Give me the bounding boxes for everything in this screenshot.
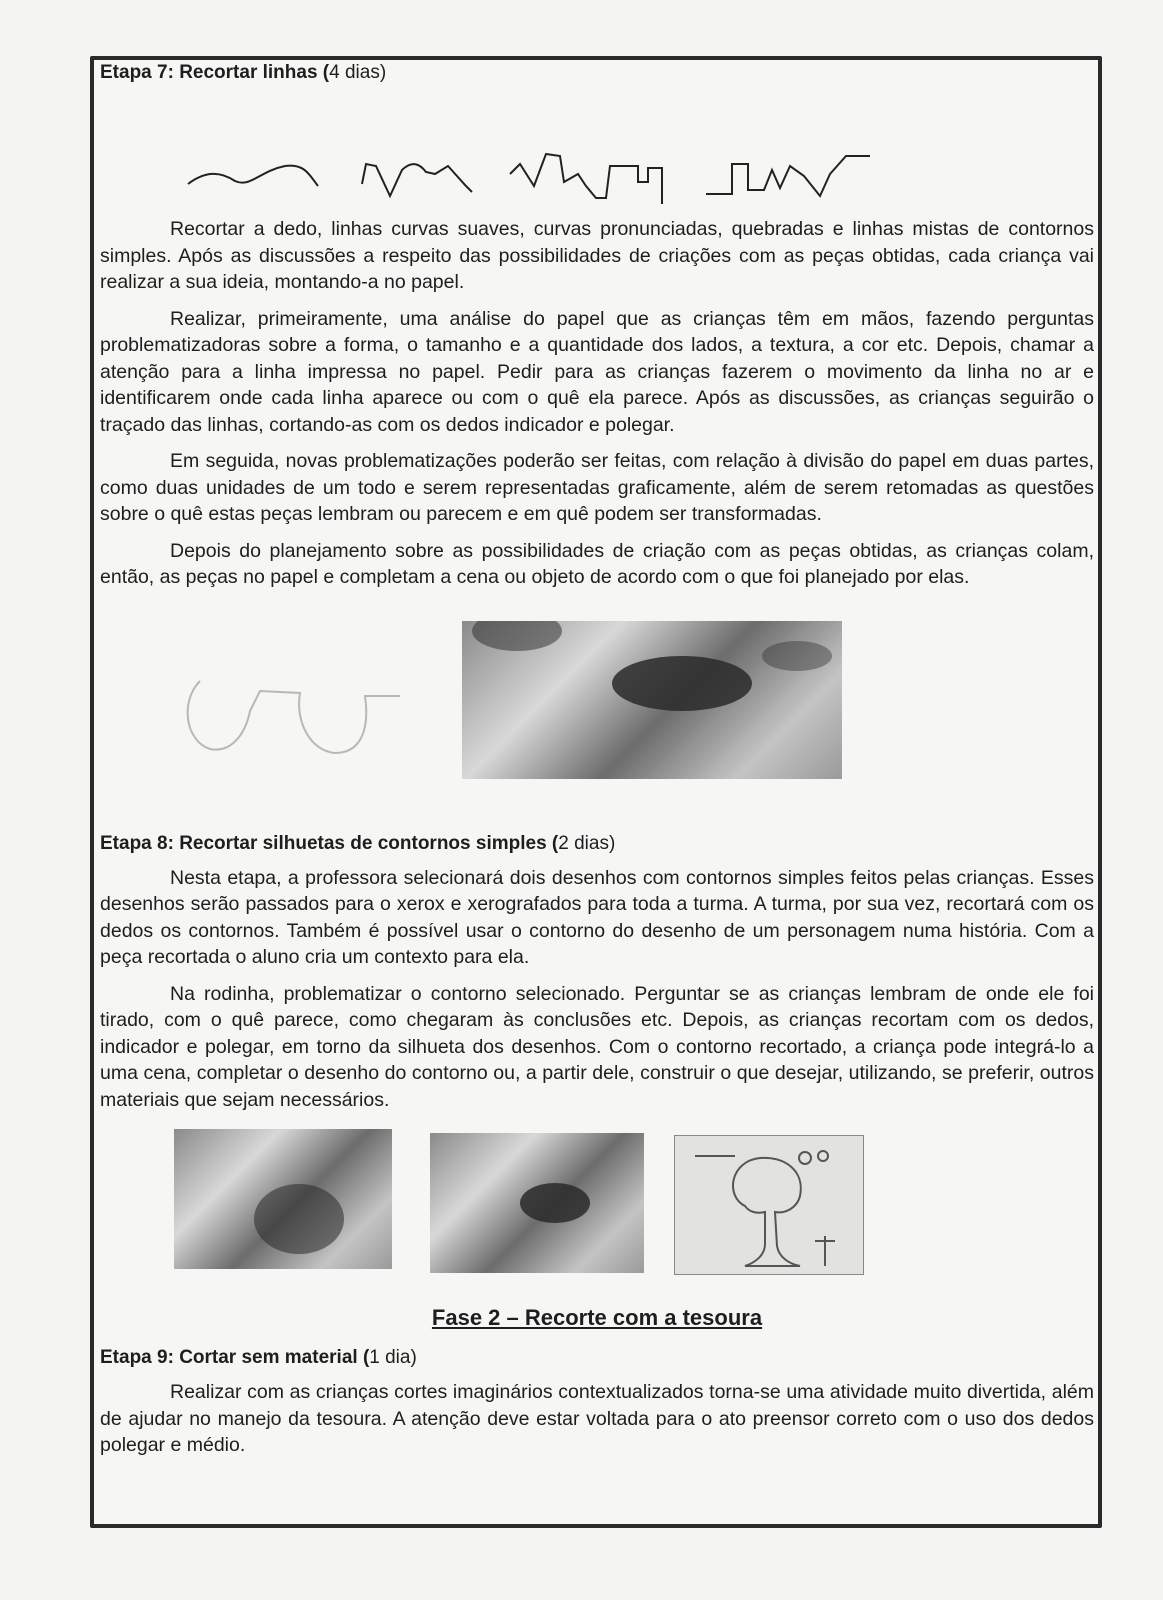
stage-8-title: Etapa 8: Recortar silhuetas de contornos simples ( <box>100 832 559 854</box>
document-body <box>100 60 1094 1469</box>
stage-9-heading <box>100 1345 1094 1371</box>
cutting-lines-svg <box>100 86 1094 216</box>
stage-7-paragraph-2: Realizar, primeiramente, uma análise do papel que as crianças têm em mãos, fazendo perguntas problematizadoras sobre a forma, o tamanho e a quantidade dos lados, a textura, a cor etc. Depois, chamar a atenção para a linha impressa no papel. Pedir para as crianças fazerem o movimento da linha no ar e identificarem onde cada linha aparece ou com o quê ela parece. Após as discussões, as crianças seguirão o traçado das linhas, cortando-as com os dedos indicador e polegar. <box>100 307 1094 436</box>
stage-9-title: Etapa 9: Cortar sem material ( <box>100 1347 370 1368</box>
stage-8-paragraph-1: Nesta etapa, a professora selecionará dois desenhos com contornos simples feitos pelas crianças. Esses desenhos serão passados para o xerox e xerografados para toda a turma. A turma, por sua vez, recortará com os dedos os contornos. Também é possível usar o contorno do desenho de um personagem numa história. Com a peça recortada o aluno cria um contexto para ela. <box>100 866 1094 968</box>
broken-line <box>510 154 662 204</box>
stage-7-images <box>100 621 1094 821</box>
stage-7-duration: 4 dias) <box>329 62 387 83</box>
stage-8-heading <box>100 831 1094 857</box>
stage-8-images <box>100 1129 1094 1297</box>
stage-7-title: Etapa 7: Recortar linhas ( <box>100 62 330 83</box>
stage-8-paragraph-2: Na rodinha, problematizar o contorno selecionado. Perguntar se as crianças lembram de onde ele foi tirado, com o quê parece, como chegaram às conclusões etc. Depois, as crianças recortam com os dedos, indicador e polegar, em torno da silhueta dos desenhos. Com o contorno recortado, a criança pode integrá-lo a uma cena, completar o desenho do contorno ou, a partir dele, construir o que desejar, utilizando, se preferir, outros materiais que sejam necessários. <box>100 982 1094 1111</box>
stage-7-paragraph-3: Em seguida, novas problematizações poderão ser feitas, com relação à divisão do papel em duas partes, como duas unidades de um todo e serem representadas graficamente, além de serem retomadas as questões sobre o quê estas peças lembram ou parecem e em quê podem ser transformadas. <box>100 450 1094 525</box>
cutting-lines-illustration <box>100 86 1094 216</box>
children-cutting-photo-2 <box>174 1129 392 1269</box>
smooth-curve-line <box>188 166 318 186</box>
stage-9-duration: 1 dia) <box>369 1347 417 1368</box>
stage-7-paragraph-4: Depois do planejamento sobre as possibilidades de criação com as peças obtidas, as crianças colam, então, as peças no papel e completam a cena ou objeto de acordo com o que foi planejado por elas. <box>100 539 1094 588</box>
children-cutting-photo-1 <box>462 621 842 779</box>
stage-9-paragraph-1: Realizar com as crianças cortes imaginários contextualizados torna-se uma atividade muito divertida, além de ajudar no manejo da tesoura. A atenção deve estar voltada para o ato preensor correto com o uso dos dedos polegar e médio. <box>100 1381 1094 1456</box>
stage-7-paragraph-1: Recortar a dedo, linhas curvas suaves, curvas pronunciadas, quebradas e linhas mistas de contornos simples. Após as discussões a respeito das possibilidades de criações com as peças obtidas, cada criança vai realizar a sua ideia, montando-a no papel. <box>100 218 1094 293</box>
mixed-line <box>706 156 870 196</box>
phase-2-title: Fase 2 – Recorte com a tesoura <box>431 1305 763 1330</box>
cut-paper-outline-image <box>170 641 410 761</box>
stage-7-heading <box>100 60 1094 86</box>
pronounced-curve-line <box>362 164 472 196</box>
child-drawing-tree-image <box>674 1135 864 1275</box>
children-cutting-photo-3 <box>430 1133 644 1273</box>
stage-8-duration: 2 dias) <box>558 832 616 854</box>
